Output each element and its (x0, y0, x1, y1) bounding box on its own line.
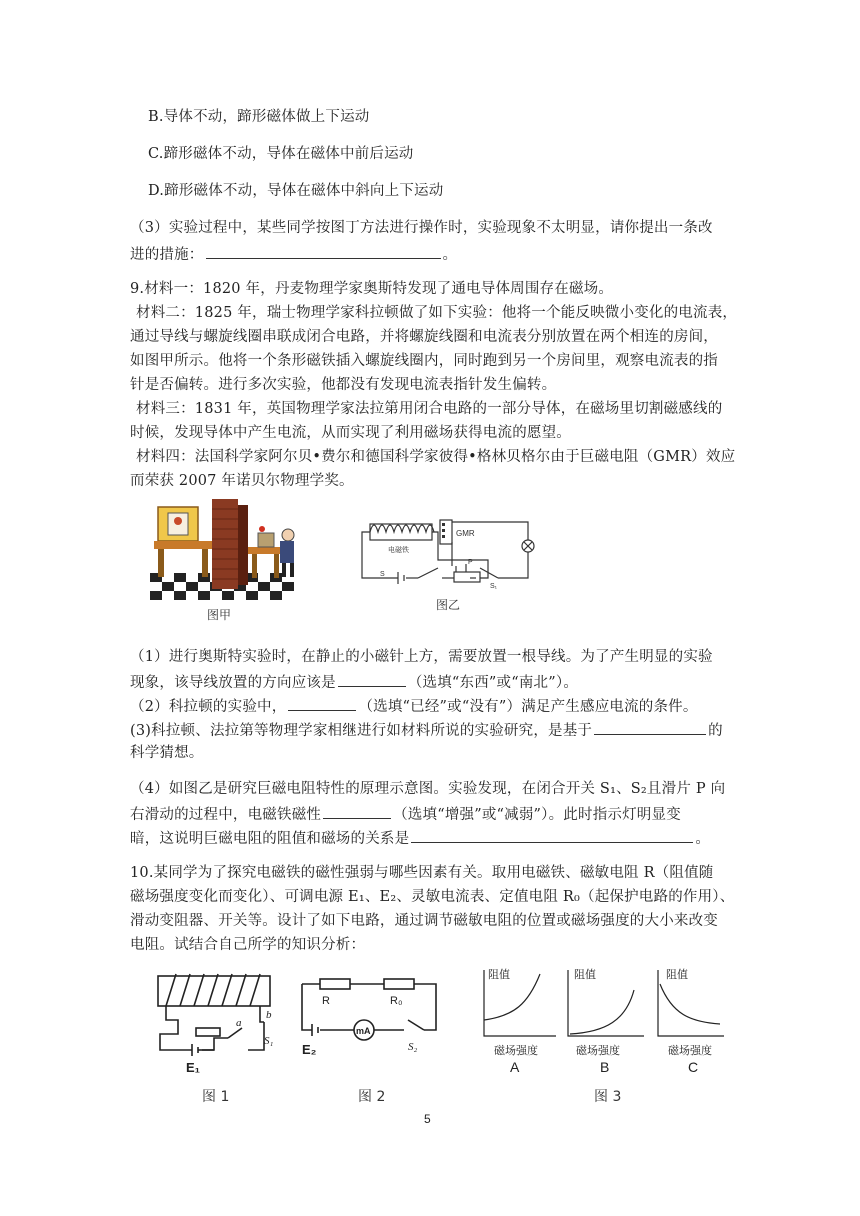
q9-material-4b: 而荣获 2007 年诺贝尔物理学奖。 (130, 473, 354, 489)
q8-part3-end: 。 (442, 247, 458, 263)
q9-sub1-line2 (130, 672, 578, 692)
q9-material-3a: 材料三：1831 年，英国物理学家法拉第用闭合电路的一部分导体，在磁场里切割磁感线的 (136, 401, 723, 417)
q9-sub3-line1 (130, 720, 723, 740)
gmr-label: GMR (456, 529, 475, 538)
q9-material-2d: 针是否偏转。进行多次实验，他都没有发现电流表指针发生偏转。 (130, 377, 557, 393)
answer-blank[interactable] (323, 804, 391, 819)
q9-sub1-line1: （1）进行奥斯特实验时，在静止的小磁针上方，需要放置一根导线。为了产生明显的实验 (130, 649, 713, 665)
q9-sub4-pre: 右滑动的过程中，电磁铁磁性 (130, 807, 322, 823)
figure-jia-caption: 图甲 (207, 608, 232, 622)
fig2-label-r0: R₀ (390, 995, 403, 1007)
q9-material-1: 9.材料一：1820 年，丹麦物理学家奥斯特发现了通电导体周围存在磁场。 (130, 281, 614, 297)
fig1-label-s1: S₁ (264, 1035, 274, 1047)
q9-sub4-c-pre: 暗，这说明巨磁电阻的阻值和磁场的关系是 (130, 831, 410, 847)
q9-material-4a: 材料四：法国科学家阿尔贝•费尔和德国科学家彼得•格林贝格尔由于巨磁电阻（GMR）效应 (136, 449, 736, 465)
electromagnet-label: 电磁铁 (388, 546, 409, 554)
q9-sub4-post: （选填“增强”或“减弱”）。此时指示灯明显变 (393, 807, 681, 823)
q9-material-2b: 通过导线与螺旋线圈串联成闭合电路，并将螺旋线圈和电流表分别放置在两个相连的房间， (130, 329, 718, 345)
q9-sub1-pre: 现象，该导线放置的方向应该是 (130, 675, 336, 691)
page-number: 5 (424, 1112, 431, 1126)
answer-blank[interactable] (206, 244, 441, 259)
figure-3-graphs (476, 964, 726, 1080)
graph-b-ylabel: 阻值 (574, 968, 596, 981)
fig1-label-e1: E₁ (186, 1060, 201, 1075)
fig2-label-e2: E₂ (302, 1042, 317, 1057)
figure-yi-caption: 图乙 (436, 598, 461, 612)
q9-sub3-pre: (3)科拉顿、法拉第等物理学家相继进行如材料所说的实验研究，是基于 (130, 723, 593, 739)
figure-jia-illustration (150, 495, 300, 600)
q9-sub1-post: （选填“东西”或“南北”）。 (407, 675, 579, 691)
graph-a-xlabel: 磁场强度 (494, 1044, 538, 1057)
q9-material-3b: 时候，发现导体中产生电流，从而实现了利用磁场获得电流的愿望。 (130, 425, 571, 441)
option-b: B.导体不动，蹄形磁体做上下运动 (148, 109, 370, 125)
q10-line4: 电阻。试结合自己所学的知识分析： (130, 937, 366, 953)
option-d: D.蹄形磁体不动，导体在磁体中斜向上下运动 (148, 183, 444, 199)
graph-b-letter: B (600, 1059, 610, 1075)
graph-c-ylabel: 阻值 (666, 968, 688, 981)
graph-a-letter: A (510, 1059, 520, 1075)
graph-c-xlabel: 磁场强度 (668, 1044, 712, 1057)
q9-sub2-pre: （2）科拉顿的实验中， (130, 699, 287, 715)
answer-blank[interactable] (411, 828, 693, 843)
fig2-ammeter-label: mA (356, 1026, 371, 1036)
q9-sub4-c-post: 。 (695, 831, 711, 847)
figure-1-caption: 图 1 (202, 1089, 230, 1105)
answer-blank[interactable] (288, 696, 356, 711)
q9-sub3-line2: 科学猜想。 (130, 745, 204, 761)
q9-material-2c: 如图甲所示。他将一个条形磁铁插入螺旋线圈内，同时跑到另一个房间里，观察电流表的指 (130, 353, 718, 369)
fig1-label-a: a (236, 1017, 242, 1029)
option-c: C.蹄形磁体不动，导体在磁体中前后运动 (148, 146, 414, 162)
figure-3-caption: 图 3 (594, 1089, 622, 1105)
figure-2-circuit (296, 974, 446, 1074)
q10-line2: 磁场强度变化而变化）、可调电源 E₁、E₂、灵敏电流表、定值电阻 R₀（起保护电路的作用）、 (130, 889, 735, 905)
q8-part3-line1: （3）实验过程中，某些同学按图丁方法进行操作时，实验现象不太明显，请你提出一条改 (130, 220, 713, 236)
figure-yi-circuit (358, 510, 548, 590)
graph-c-letter: C (688, 1059, 699, 1075)
slider-p-label: P (468, 559, 473, 566)
q9-sub4-line1: （4）如图乙是研究巨磁电阻特性的原理示意图。实验发现，在闭合开关 S₁、S₂且滑片 P 向 (130, 781, 726, 797)
switch-s-label: S (380, 571, 385, 578)
fig2-label-r: R (322, 995, 330, 1007)
q8-part3-line2 (130, 244, 457, 264)
q9-sub3-post: 的 (708, 723, 723, 739)
figure-1-circuit (152, 968, 282, 1080)
q8-part3-label: 进的措施： (130, 247, 204, 263)
graph-b-xlabel: 磁场强度 (576, 1044, 620, 1057)
figure-2-caption: 图 2 (358, 1089, 386, 1105)
fig1-label-b: b (266, 1009, 272, 1021)
q9-sub4-line3 (130, 828, 710, 848)
fig2-label-s2: S₂ (408, 1041, 418, 1053)
q9-sub2-post: （选填“已经”或“没有”）满足产生感应电流的条件。 (358, 699, 698, 715)
graph-a-ylabel: 阻值 (488, 968, 510, 981)
q9-material-2a: 材料二：1825 年，瑞士物理学家科拉顿做了如下实验：他将一个能反映微小变化的电流表， (136, 305, 738, 321)
q10-line3: 滑动变阻器、开关等。设计了如下电路，通过调节磁敏电阻的位置或磁场强度的大小来改变 (130, 913, 718, 929)
q9-sub4-line2 (130, 804, 681, 824)
q9-sub2 (130, 696, 698, 716)
answer-blank[interactable] (594, 720, 706, 735)
switch-s1-label: S₁ (490, 583, 498, 590)
answer-blank[interactable] (338, 672, 406, 687)
q10-line1: 10.某同学为了探究电磁铁的磁性强弱与哪些因素有关。取用电磁铁、磁敏电阻 R（阻值随 (130, 865, 714, 881)
